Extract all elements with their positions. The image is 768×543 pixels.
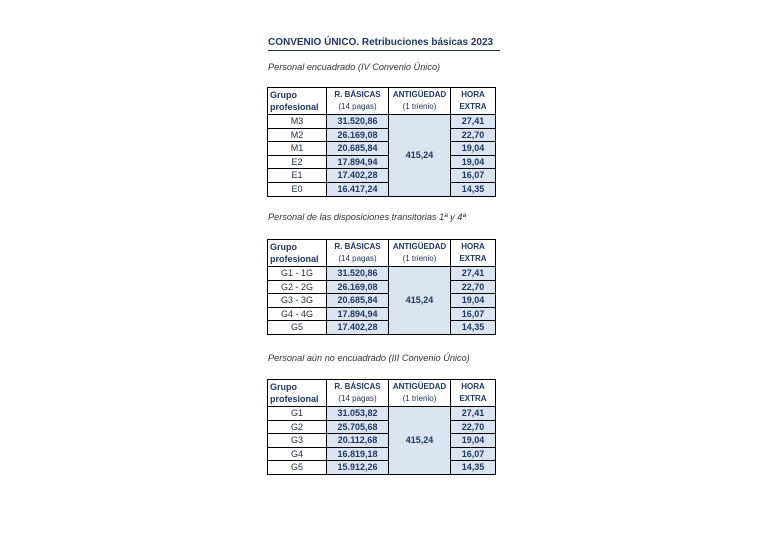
antiguedad-cell: 415,24 [389, 407, 451, 475]
header-basicas-line2: (14 pagas) [338, 102, 377, 111]
grupo-cell: G3 - 3G [268, 294, 327, 308]
hora-extra-cell: 19,04 [451, 294, 496, 308]
grupo-cell: G1 [268, 407, 327, 421]
header-antiguedad-line2: (1 trienio) [402, 254, 437, 263]
hora-extra-cell: 14,35 [451, 321, 496, 335]
table-row [268, 407, 496, 421]
grupo-cell: G4 [268, 447, 327, 461]
basicas-cell: 31.520,86 [327, 267, 389, 281]
table-row [268, 115, 496, 129]
header-antiguedad [389, 380, 451, 407]
section-title-no-encuadrado: Personal aún no encuadrado (III Convenio Único) [268, 353, 470, 363]
header-grupo-line1: Grupo [270, 90, 297, 100]
hora-extra-cell: 16,07 [451, 447, 496, 461]
header-basicas-line1: R. BÁSICAS [334, 90, 381, 99]
basicas-cell: 16.417,24 [327, 182, 389, 196]
basicas-cell: 17.402,28 [327, 169, 389, 183]
table-row [268, 182, 496, 196]
basicas-cell: 31.520,86 [327, 115, 389, 129]
header-antiguedad-line1: ANTIGÜEDAD [392, 242, 447, 251]
header-basicas [327, 380, 389, 407]
header-grupo-line2: profesional [270, 394, 319, 404]
table-row [268, 307, 496, 321]
header-hora-line2: EXTRA [459, 102, 487, 111]
hora-extra-cell: 22,70 [451, 128, 496, 142]
header-antiguedad-line2: (1 trienio) [402, 102, 437, 111]
grupo-cell: E1 [268, 169, 327, 183]
table-row [268, 321, 496, 335]
header-hora-line1: HORA [461, 242, 485, 251]
header-hora-line1: HORA [461, 382, 485, 391]
table-row [268, 280, 496, 294]
grupo-cell: M2 [268, 128, 327, 142]
table-row [268, 142, 496, 156]
hora-extra-cell: 22,70 [451, 420, 496, 434]
table-row [268, 169, 496, 183]
basicas-cell: 26.169,08 [327, 280, 389, 294]
table-row [268, 420, 496, 434]
hora-extra-cell: 16,07 [451, 307, 496, 321]
table-row [268, 461, 496, 475]
basicas-cell: 17.894,94 [327, 307, 389, 321]
header-basicas [327, 88, 389, 115]
document-title: CONVENIO ÚNICO. Retribuciones básicas 2023 [268, 37, 500, 51]
basicas-cell: 15.912,26 [327, 461, 389, 475]
grupo-cell: M3 [268, 115, 327, 129]
header-antiguedad-line1: ANTIGÜEDAD [392, 382, 447, 391]
grupo-cell: E0 [268, 182, 327, 196]
header-hora-line1: HORA [461, 90, 485, 99]
table-encuadrado [267, 87, 496, 197]
basicas-cell: 26.169,08 [327, 128, 389, 142]
header-basicas-line2: (14 pagas) [338, 254, 377, 263]
table-transitorias [267, 239, 496, 335]
grupo-cell: G4 - 4G [268, 307, 327, 321]
hora-extra-cell: 27,41 [451, 407, 496, 421]
table-header-row [268, 380, 496, 407]
section-title-encuadrado: Personal encuadrado (IV Convenio Único) [268, 62, 441, 72]
grupo-cell: G5 [268, 321, 327, 335]
header-grupo [268, 380, 327, 407]
header-grupo [268, 88, 327, 115]
header-basicas-line2: (14 pagas) [338, 394, 377, 403]
antiguedad-cell: 415,24 [389, 115, 451, 197]
header-basicas-line1: R. BÁSICAS [334, 382, 381, 391]
header-grupo-line2: profesional [270, 102, 319, 112]
grupo-cell: G2 [268, 420, 327, 434]
header-hora-extra [451, 88, 496, 115]
table-row [268, 447, 496, 461]
table-row [268, 294, 496, 308]
basicas-cell: 17.402,28 [327, 321, 389, 335]
section-title-transitorias: Personal de las disposiciones transitorias 1ª y 4ª [268, 212, 466, 222]
antiguedad-cell: 415,24 [389, 267, 451, 335]
basicas-cell: 20.685,84 [327, 142, 389, 156]
hora-extra-cell: 19,04 [451, 155, 496, 169]
table-row [268, 128, 496, 142]
basicas-cell: 17.894,94 [327, 155, 389, 169]
basicas-cell: 20.685,84 [327, 294, 389, 308]
header-basicas [327, 240, 389, 267]
table-row [268, 267, 496, 281]
basicas-cell: 16.819,18 [327, 447, 389, 461]
basicas-cell: 25.705,68 [327, 420, 389, 434]
header-grupo [268, 240, 327, 267]
table-header-row [268, 240, 496, 267]
hora-extra-cell: 22,70 [451, 280, 496, 294]
hora-extra-cell: 27,41 [451, 267, 496, 281]
hora-extra-cell: 19,04 [451, 142, 496, 156]
basicas-cell: 20.112,68 [327, 434, 389, 448]
header-antiguedad-line2: (1 trienio) [402, 394, 437, 403]
header-hora-line2: EXTRA [459, 394, 487, 403]
grupo-cell: G5 [268, 461, 327, 475]
table-row [268, 155, 496, 169]
grupo-cell: G2 - 2G [268, 280, 327, 294]
grupo-cell: G1 - 1G [268, 267, 327, 281]
hora-extra-cell: 16,07 [451, 169, 496, 183]
hora-extra-cell: 14,35 [451, 182, 496, 196]
table-row [268, 434, 496, 448]
basicas-cell: 31.053,82 [327, 407, 389, 421]
header-antiguedad [389, 240, 451, 267]
header-hora-extra [451, 380, 496, 407]
table-no-encuadrado [267, 379, 496, 475]
header-antiguedad-line1: ANTIGÜEDAD [392, 90, 447, 99]
header-grupo-line1: Grupo [270, 242, 297, 252]
table-header-row [268, 88, 496, 115]
header-hora-line2: EXTRA [459, 254, 487, 263]
hora-extra-cell: 27,41 [451, 115, 496, 129]
hora-extra-cell: 14,35 [451, 461, 496, 475]
header-grupo-line1: Grupo [270, 382, 297, 392]
grupo-cell: M1 [268, 142, 327, 156]
grupo-cell: G3 [268, 434, 327, 448]
header-basicas-line1: R. BÁSICAS [334, 242, 381, 251]
grupo-cell: E2 [268, 155, 327, 169]
hora-extra-cell: 19,04 [451, 434, 496, 448]
header-antiguedad [389, 88, 451, 115]
header-hora-extra [451, 240, 496, 267]
header-grupo-line2: profesional [270, 254, 319, 264]
